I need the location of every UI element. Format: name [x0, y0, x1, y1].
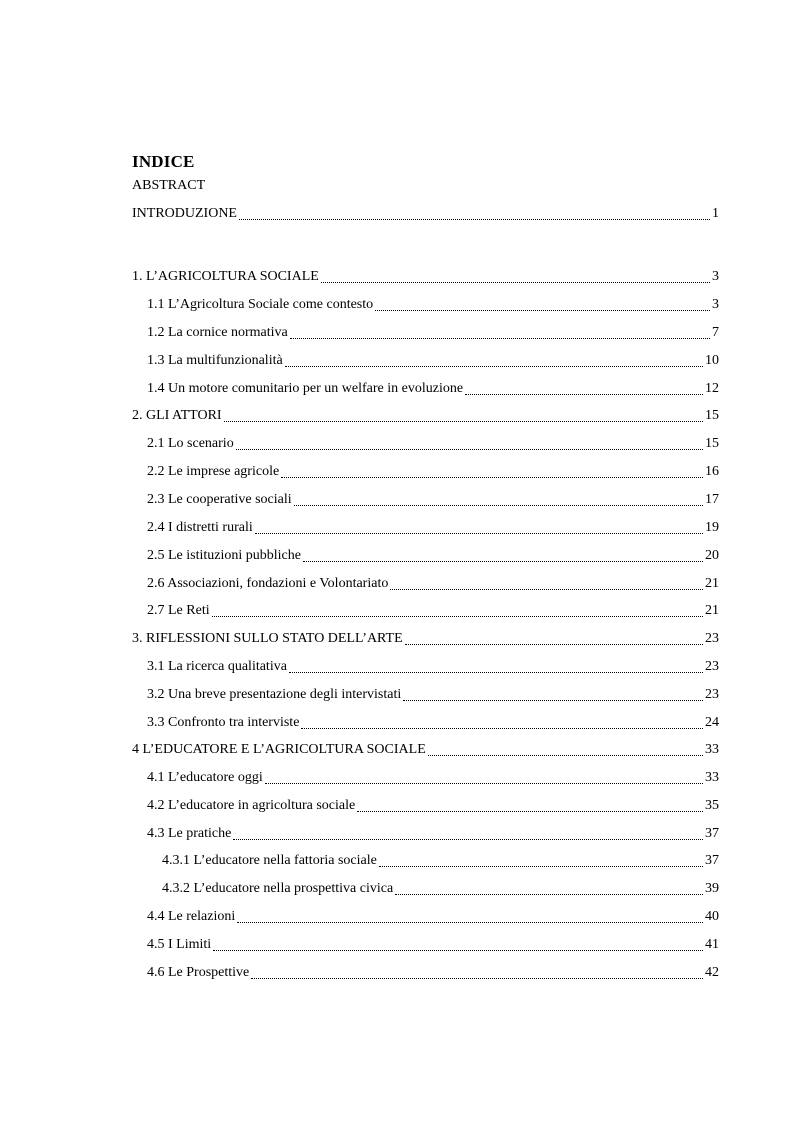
toc-entry-label: 1.4 Un motore comunitario per un welfare in evoluzione: [147, 381, 464, 396]
abstract-heading: ABSTRACT: [132, 178, 206, 193]
toc-entry[interactable]: [147, 907, 719, 927]
toc-entry[interactable]: [147, 685, 719, 705]
dot-leader: [213, 936, 703, 951]
toc-entry-label: 4.3.1 L’educatore nella fattoria sociale: [162, 853, 377, 868]
toc-entry[interactable]: [147, 601, 719, 621]
toc-entry-label: 2.5 Le istituzioni pubbliche: [147, 548, 301, 563]
dot-leader: [281, 463, 703, 478]
toc-entry-page: 37: [705, 826, 719, 841]
dot-leader: [265, 769, 703, 784]
toc-entry-page: 12: [705, 381, 719, 396]
dot-leader: [224, 407, 703, 422]
toc-entry-page: 3: [712, 269, 719, 284]
dot-leader: [403, 686, 703, 701]
toc-entry-label: 2.4 I distretti rurali: [147, 520, 253, 535]
toc-entry-page: 37: [705, 853, 719, 868]
toc-entry-label: 4.6 Le Prospettive: [147, 965, 250, 980]
toc-entry-page: 19: [705, 520, 719, 535]
toc-entry[interactable]: [147, 295, 719, 315]
toc-entry-label: 1.3 La multifunzionalità: [147, 353, 283, 368]
dot-leader: [390, 575, 703, 590]
toc-entry-page: 16: [705, 464, 719, 479]
toc-entry[interactable]: [147, 434, 719, 454]
dot-leader: [375, 296, 710, 311]
toc-entry-page: 20: [705, 548, 719, 563]
dot-leader: [233, 825, 703, 840]
toc-entry[interactable]: [132, 267, 719, 287]
toc-entry[interactable]: [147, 323, 719, 343]
toc-entry-label: 4.2 L’educatore in agricoltura sociale: [147, 798, 356, 813]
toc-entry-page: 17: [705, 492, 719, 507]
toc-entry-label: 2.7 Le Reti: [147, 603, 210, 618]
toc-entry-page: 35: [705, 798, 719, 813]
toc-entry-page: 41: [705, 937, 719, 952]
toc-entry[interactable]: [147, 574, 719, 594]
toc-entry-label: 3. RIFLESSIONI SULLO STATO DELL’ARTE: [132, 631, 403, 646]
toc-entry[interactable]: [147, 379, 719, 399]
toc-entry-label: 2.2 Le imprese agricole: [147, 464, 280, 479]
toc-entry-page: 33: [705, 770, 719, 785]
dot-leader: [285, 352, 703, 367]
toc-entry-label: 2.6 Associazioni, fondazioni e Volontariato: [147, 576, 389, 591]
dot-leader: [428, 741, 703, 756]
toc-entry-page: 40: [705, 909, 719, 924]
toc-entry-label: 4.5 I Limiti: [147, 937, 212, 952]
toc-entry-label: INTRODUZIONE: [132, 206, 237, 221]
toc-entry[interactable]: [132, 204, 719, 224]
dot-leader: [321, 268, 710, 283]
toc-entry[interactable]: [132, 740, 719, 760]
toc-entry-page: 39: [705, 881, 719, 896]
page-title: INDICE: [132, 152, 195, 171]
toc-entry[interactable]: [162, 851, 719, 871]
toc-entry-label: 2.1 Lo scenario: [147, 436, 234, 451]
dot-leader: [405, 630, 703, 645]
toc-entry-page: 21: [705, 603, 719, 618]
toc-entry-page: 15: [705, 436, 719, 451]
toc-entry-label: 3.2 Una breve presentazione degli intervistati: [147, 687, 402, 702]
toc-entry-page: 21: [705, 576, 719, 591]
toc-entry-label: 1.2 La cornice normativa: [147, 325, 288, 340]
toc-entry[interactable]: [147, 462, 719, 482]
dot-leader: [239, 205, 710, 220]
toc-entry-label: 4 L’EDUCATORE E L’AGRICOLTURA SOCIALE: [132, 742, 426, 757]
toc-entry[interactable]: [147, 490, 719, 510]
toc-entry-page: 23: [705, 631, 719, 646]
toc-entry[interactable]: [147, 518, 719, 538]
dot-leader: [236, 435, 703, 450]
dot-leader: [294, 491, 703, 506]
toc-entry[interactable]: [147, 657, 719, 677]
toc-entry[interactable]: [147, 351, 719, 371]
toc-entry-label: 1. L’AGRICOLTURA SOCIALE: [132, 269, 319, 284]
toc-entry-label: 4.4 Le relazioni: [147, 909, 236, 924]
toc-entry-page: 23: [705, 687, 719, 702]
toc-entry[interactable]: [147, 546, 719, 566]
toc-entry-page: 10: [705, 353, 719, 368]
toc-entry[interactable]: [147, 796, 719, 816]
toc-entry[interactable]: [147, 824, 719, 844]
toc-entry-label: 2. GLI ATTORI: [132, 408, 222, 423]
dot-leader: [465, 380, 703, 395]
dot-leader: [289, 658, 703, 673]
toc-entry-label: 4.3 Le pratiche: [147, 826, 232, 841]
toc-entry-label: 2.3 Le cooperative sociali: [147, 492, 292, 507]
toc-entry-label: 3.3 Confronto tra interviste: [147, 715, 300, 730]
toc-entry[interactable]: [147, 768, 719, 788]
toc-entry-page: 1: [712, 206, 719, 221]
dot-leader: [379, 852, 703, 867]
dot-leader: [237, 908, 703, 923]
dot-leader: [395, 880, 703, 895]
toc-entry-label: 1.1 L’Agricoltura Sociale come contesto: [147, 297, 374, 312]
dot-leader: [357, 797, 703, 812]
toc-entry-label: 3.1 La ricerca qualitativa: [147, 659, 287, 674]
toc-entry[interactable]: [132, 406, 719, 426]
toc-entry-label: 4.3.2 L’educatore nella prospettiva civica: [162, 881, 394, 896]
toc-entry[interactable]: [162, 879, 719, 899]
toc-entry[interactable]: [132, 629, 719, 649]
dot-leader: [251, 964, 703, 979]
toc-entry[interactable]: [147, 935, 719, 955]
toc-entry-page: 15: [705, 408, 719, 423]
toc-entry-page: 23: [705, 659, 719, 674]
toc-entry[interactable]: [147, 963, 719, 983]
toc-entry[interactable]: [147, 713, 719, 733]
toc-entry-page: 7: [712, 325, 719, 340]
dot-leader: [301, 714, 703, 729]
dot-leader: [290, 324, 710, 339]
toc-entry-page: 3: [712, 297, 719, 312]
toc-entry-page: 42: [705, 965, 719, 980]
dot-leader: [212, 602, 703, 617]
dot-leader: [303, 547, 703, 562]
toc-entry-page: 33: [705, 742, 719, 757]
toc-entry-page: 24: [705, 715, 719, 730]
dot-leader: [255, 519, 703, 534]
toc-entry-label: 4.1 L’educatore oggi: [147, 770, 263, 785]
